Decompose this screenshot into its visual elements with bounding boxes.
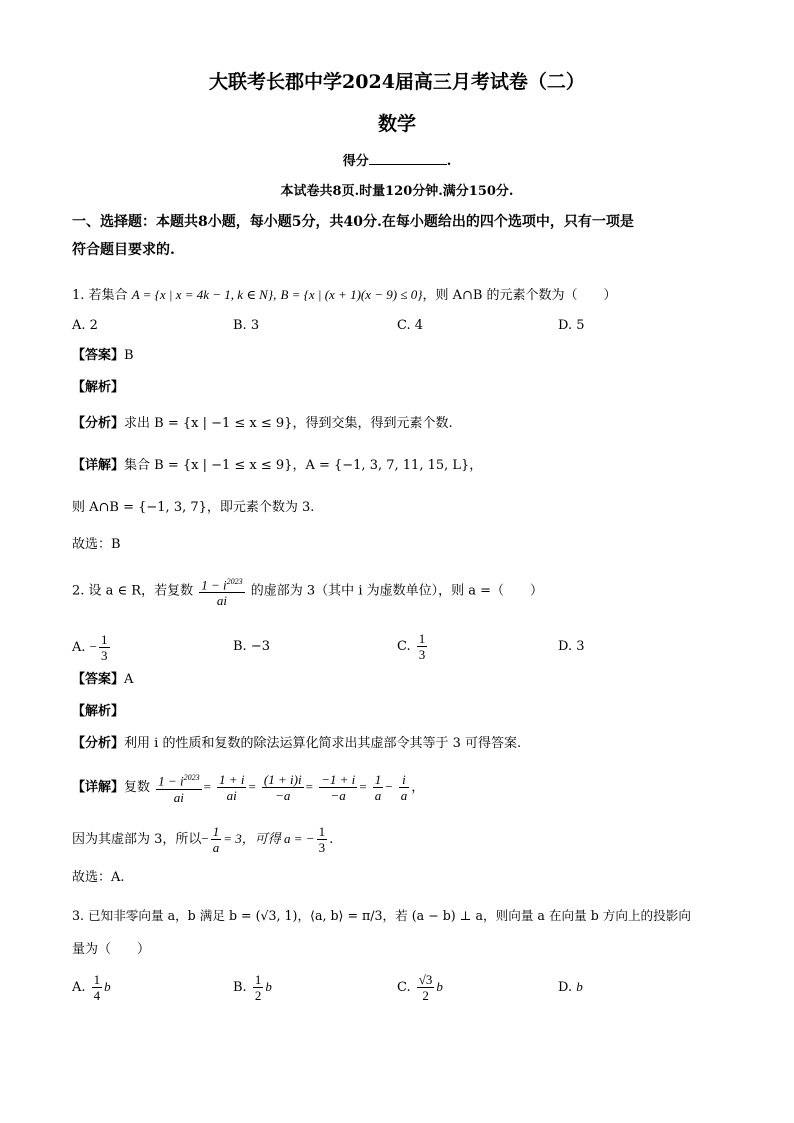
q2-choice: 故选：A. bbox=[72, 870, 125, 885]
q3-option-c: C. $\frac{√3}{2}$ b bbox=[397, 972, 443, 1003]
q2-answer: 【答案】A bbox=[72, 672, 134, 687]
q1-stem: 1. 若集合 A = {x | x = 4k − 1, k ∈ N}, B = {x | (x + 1)(x − 9) ≤ 0}，则 A∩B 的元素个数为（ ） bbox=[72, 287, 617, 303]
exam-info: 本试卷共8页.时量120分钟.满分150分. bbox=[280, 184, 514, 199]
q1-option-b: B. 3 bbox=[233, 318, 260, 333]
q3-stem-line2: 量为（ ） bbox=[72, 942, 151, 957]
q1-choice bbox=[72, 535, 722, 555]
q3-option-a: A. $\frac{1}{4}$ b bbox=[72, 972, 111, 1003]
score-blank bbox=[369, 150, 447, 165]
q1-set-b: B = {x | (x + 1)(x − 9) ≤ 0} bbox=[280, 287, 423, 302]
q1-fenxi bbox=[72, 414, 722, 434]
q3-option-d: D. b bbox=[558, 979, 583, 995]
q2-option-b: B. −3 bbox=[233, 639, 270, 654]
q2-stem bbox=[72, 574, 722, 609]
q1-detail-2: 则 A∩B = {−1, 3, 7}，即元素个数为 3. bbox=[72, 500, 315, 515]
q2-analysis-label: 【解析】 bbox=[72, 704, 125, 719]
q2-choice-value: A. bbox=[111, 870, 125, 885]
fenxi-label: 【分析】 bbox=[72, 416, 125, 431]
q1-choice-value: B bbox=[111, 537, 121, 552]
q2-answer-value: A bbox=[124, 672, 134, 687]
q1-option-a: A. 2 bbox=[72, 318, 98, 333]
q3-option-b: B. $\frac{1}{2}$ b bbox=[233, 972, 272, 1003]
q2-option-a: A. − $\frac{1}{3}$ bbox=[72, 632, 108, 663]
q2-fraction: $\frac{1 - i^{2023}}{ai}$ bbox=[199, 574, 244, 608]
score-label: 得分 bbox=[342, 154, 369, 169]
q2-stem-suffix: 的虚部为 3（其中 i 为虚数单位），则 a =（ ） bbox=[250, 583, 544, 599]
xiangjie-label: 【详解】 bbox=[72, 458, 125, 473]
exam-subject: 数学 bbox=[377, 113, 416, 135]
exam-title: 大联考长郡中学2024届高三月考试卷（二） bbox=[209, 71, 585, 93]
q2-stem-prefix: 2. 设 a ∈ R，若复数 bbox=[72, 583, 194, 599]
q1-fenxi-text: 求出 B = {x | −1 ≤ x ≤ 9}，得到交集，得到元素个数. bbox=[124, 416, 453, 431]
q3-stem-line1: 3. 已知非零向量 a，b 满足 b = (√3, 1)，⟨a, b⟩ = π/3，若 (a − b) ⊥ a，则向量 a 在向量 b 方向上的投影向 bbox=[72, 908, 691, 923]
choice-label: 故选： bbox=[72, 537, 112, 552]
q2-fenxi: 【分析】利用 i 的性质和复数的除法运算化简求出其虚部令其等于 3 可得答案. bbox=[72, 736, 522, 751]
q2-detail: 【详解】复数 $\frac{1 - i^{2023}}{ai}$ = $\frac{1 + i}{ai}$ = $\frac{(1 + i)i}{-a}$ = $\frac{-1 + i}{-a}$ = $\frac{1}{a}$ − $\frac{i}{a}$ ， bbox=[72, 772, 425, 805]
q2-because: 因为其虚部为 3，所以− $\frac{1}{a}$ = 3，可得 a = − $\frac{1}{3}$ . bbox=[72, 824, 334, 855]
answer-label: 【答案】 bbox=[72, 348, 125, 363]
q1-stem-suffix: ，则 A∩B 的元素个数为（ ） bbox=[422, 288, 617, 303]
q1-analysis-label: 【解析】 bbox=[72, 380, 125, 395]
q1-answer-value: B bbox=[124, 348, 134, 363]
section-heading-line1: 一、选择题：本题共8小题，每小题5分，共40分.在每小题给出的四个选项中，只有一项是 bbox=[72, 214, 634, 230]
q2-fenxi-text: 利用 i 的性质和复数的除法运算化简求出其虚部令其等于 3 可得答案. bbox=[124, 736, 522, 751]
score-line: 得分 . bbox=[0, 150, 794, 172]
q2-option-c: C. $\frac{1}{3}$ bbox=[397, 631, 426, 662]
section-heading-line2: 符合题目要求的. bbox=[72, 242, 175, 258]
q1-set-a: A = {x | x = 4k − 1, k ∈ N} bbox=[131, 287, 274, 302]
q1-detail-1 bbox=[72, 456, 722, 476]
q1-option-d: D. 5 bbox=[558, 318, 585, 333]
q1-detail-1-text: 集合 B = {x | −1 ≤ x ≤ 9}，A = {−1, 3, 7, 11, 15, L}， bbox=[124, 458, 483, 473]
q2-option-d: D. 3 bbox=[558, 639, 585, 654]
q1-stem-prefix: 1. 若集合 bbox=[72, 288, 128, 303]
q1-answer bbox=[72, 346, 722, 366]
q1-option-c: C. 4 bbox=[397, 318, 424, 333]
